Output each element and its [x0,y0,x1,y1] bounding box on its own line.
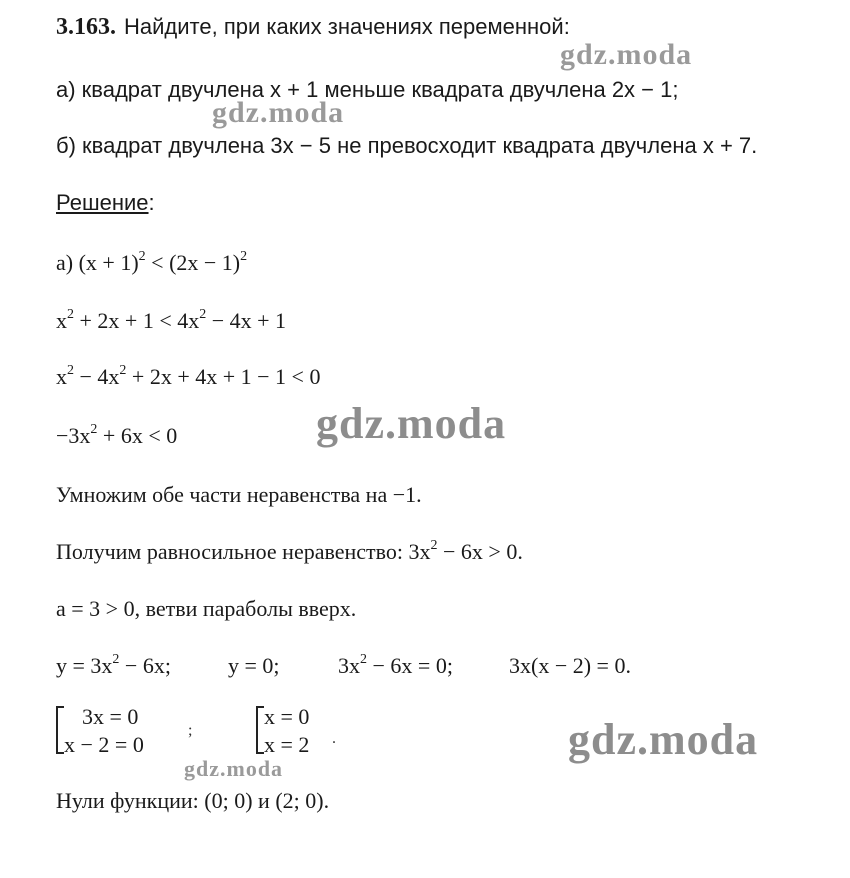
system-2-row-1: x = 0 [264,704,310,729]
system-1-bracket [56,706,64,754]
line3-exp2: 2 [119,363,127,378]
line8-exp2: 2 [360,652,367,667]
line4-part1: −3x [56,423,91,448]
solution-line-3 [56,363,321,389]
solution-line-8-factored: 3x(x − 2) = 0. [509,653,631,678]
line8-part1: y = 3x [56,653,113,678]
solution-line-4 [56,422,178,448]
system-1 [56,706,186,756]
solution-line-1 [56,249,248,275]
line8-exp1: 2 [112,652,120,667]
line3-part2: − 4x [74,364,120,389]
line1-exp2: 2 [240,249,248,264]
system-2-bracket [256,706,264,754]
solution-line-8-equation [338,652,453,678]
solution-heading [56,192,155,214]
solution-line-5: Умножим обе части неравенства на −1. [56,482,422,507]
solution-line-2 [56,307,287,333]
system-1-row-1: 3x = 0 [82,704,139,729]
line8-part4: 3x [338,653,360,678]
line6-exp1: 2 [430,538,438,553]
watermark-bottom-right: gdz.moda [568,715,759,764]
line1-exp1: 2 [138,249,146,264]
system-1-separator: ; [188,722,193,739]
problem-header [56,15,570,39]
solution-heading-colon: : [148,190,155,215]
line8-part2: − 6x; [119,653,171,678]
solution-line-6 [56,538,523,564]
system-2-row-2: x = 2 [264,732,310,757]
line3-part1: x [56,364,67,389]
solution-heading-text: Решение [56,190,149,215]
line3-part3: + 2x + 4x + 1 − 1 < 0 [126,364,321,389]
problem-statement: Найдите, при каких значениях переменной: [124,14,570,39]
solution-line-7: a = 3 > 0, ветви параболы вверх. [56,596,357,621]
watermark-bottom-small: gdz.moda [184,756,284,781]
system-2 [256,706,336,756]
line1-prefix: а) (x + 1) [56,250,139,275]
problem-part-a: а) квадрат двучлена x + 1 меньше квадрата двучлена 2x − 1; [56,77,679,102]
line2-exp1: 2 [67,307,74,322]
line3-exp1: 2 [67,363,74,378]
solution-line-10: Нули функции: (0; 0) и (2; 0). [56,788,330,813]
watermark-top-left: gdz.moda [212,96,345,129]
line8-part5: − 6x = 0; [367,653,453,678]
line2-exp2: 2 [199,307,207,322]
line4-exp1: 2 [90,422,98,437]
line2-part2: + 2x + 1 < 4x [74,308,200,333]
system-1-row-2: x − 2 = 0 [64,732,144,757]
line4-part2: + 6x < 0 [97,423,178,448]
watermark-center: gdz.moda [316,399,507,448]
watermark-top-right: gdz.moda [560,38,693,71]
problem-part-b: б) квадрат двучлена 3x − 5 не превосходит квадрата двучлена x + 7. [56,133,758,158]
solution-line-8-y-zero: y = 0; [228,653,280,678]
line2-part3: − 4x + 1 [206,308,287,333]
problem-number: 3.163. [56,14,116,40]
line6-part1: Получим равносильное неравенство: 3x [56,539,431,564]
line6-part2: − 6x > 0. [437,539,523,564]
solution-line-8 [56,652,171,678]
line1-middle: < (2x − 1) [145,250,241,275]
line2-part1: x [56,308,67,333]
system-2-separator: . [332,730,336,747]
